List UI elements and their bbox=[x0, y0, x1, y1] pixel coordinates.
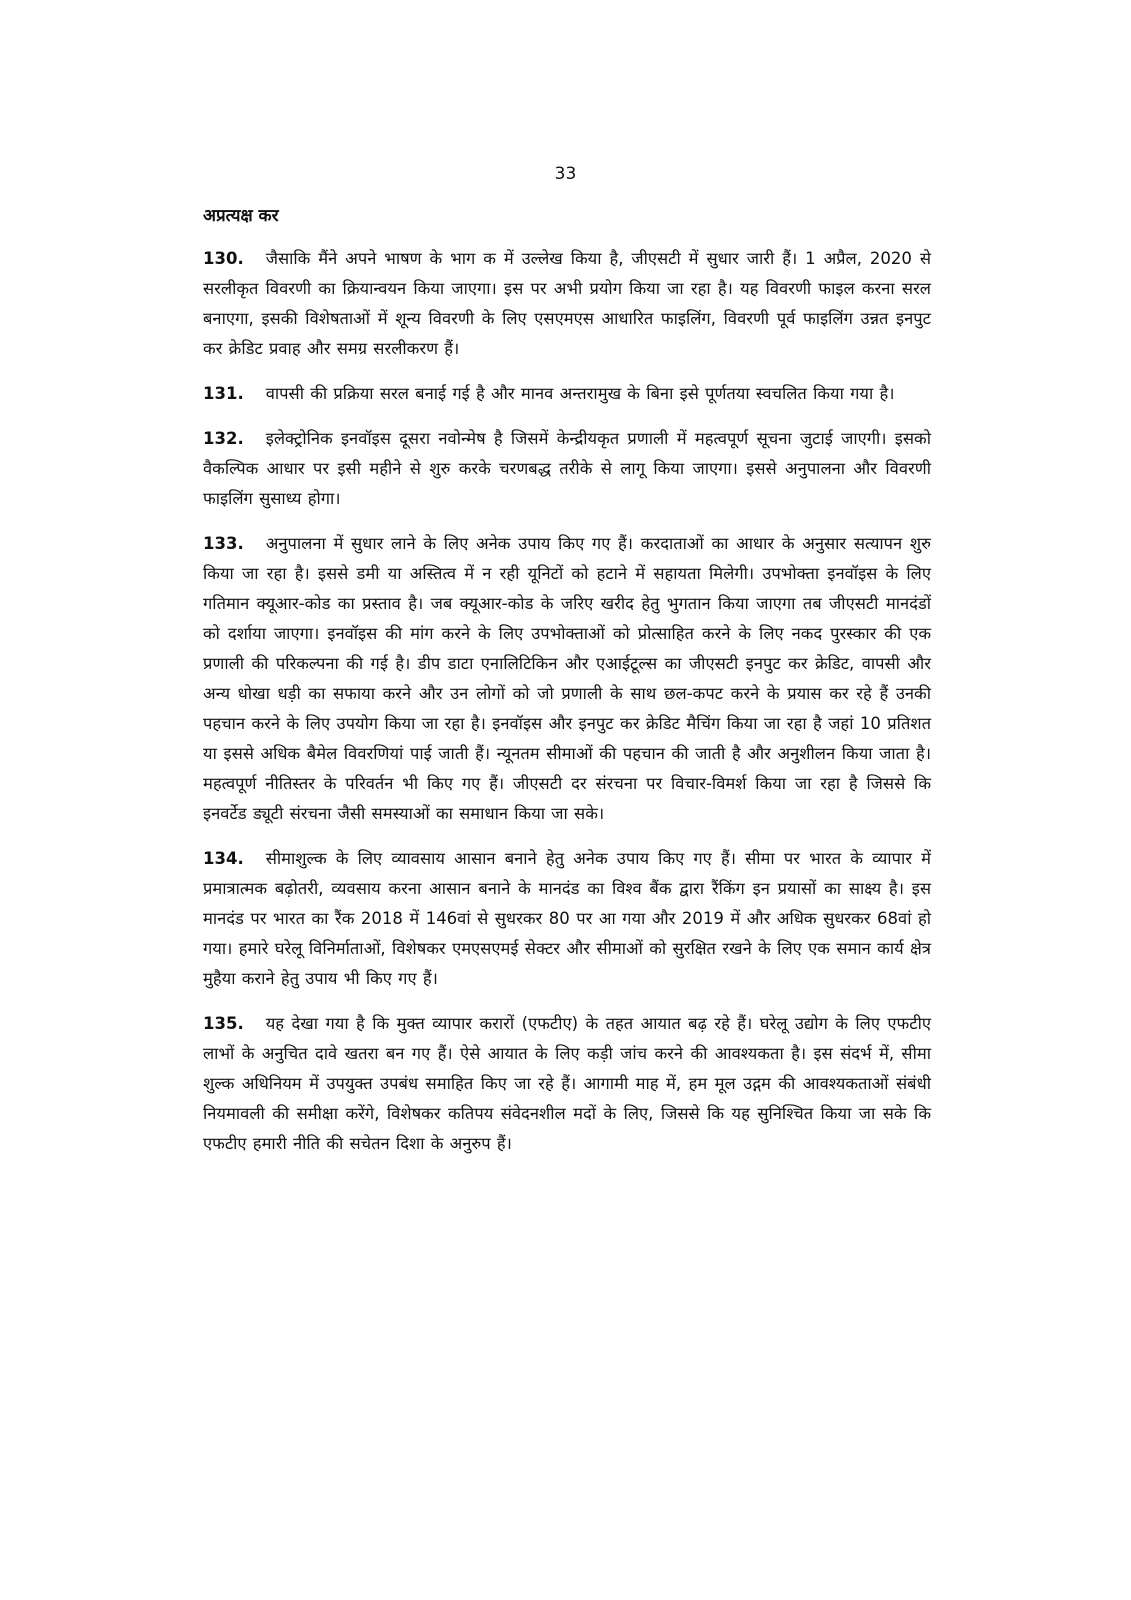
paragraph-130 bbox=[203, 244, 931, 364]
paragraph-number: 135. bbox=[203, 1014, 244, 1033]
page-number: 33 bbox=[554, 164, 577, 184]
paragraph-text: वापसी की प्रक्रिया सरल बनाई गई है और मानव अन्तरामुख के बिना इसे पूर्णतया स्वचलित किया गया है। bbox=[265, 384, 895, 403]
section-heading: अप्रत्यक्ष कर bbox=[203, 206, 279, 226]
paragraph-list bbox=[203, 244, 931, 1174]
paragraph-text: इलेक्ट्रोनिक इनवॉइस दूसरा नवोन्मेष है जिसमें केन्द्रीयकृत प्रणाली में महत्वपूर्ण सूचना जुटाई जाएगी। इसको वैकल्पिक आधार पर इसी महीने से शुरु करके चरणबद्ध तरीके से लागू किया जाएगा। इससे अनुपालना और विवरणी फाइलिंग सुसाध्य होगा। bbox=[203, 429, 931, 508]
paragraph-number: 133. bbox=[203, 534, 244, 553]
paragraph-number: 132. bbox=[203, 429, 244, 448]
paragraph-132 bbox=[203, 424, 931, 514]
paragraph-text: जैसाकि मैंने अपने भाषण के भाग क में उल्लेख किया है, जीएसटी में सुधार जारी हैं। 1 अप्रैल, 2020 से सरलीकृत विवरणी का क्रियान्वयन किया जाएगा। इस पर अभी प्रयोग किया जा रहा है। यह विवरणी फाइल करना सरल बनाएगा, इसकी विशेषताओं में शून्य विवरणी के लिए एसएमएस आधारित फाइलिंग, विवरणी पूर्व फाइलिंग उन्नत इनपुट कर क्रेडिट प्रवाह और समग्र सरलीकरण हैं। bbox=[203, 249, 931, 358]
paragraph-number: 131. bbox=[203, 384, 244, 403]
paragraph-number: 130. bbox=[203, 249, 244, 268]
paragraph-text: यह देखा गया है कि मुक्त व्यापार करारों (एफटीए) के तहत आयात बढ़ रहे हैं। घरेलू उद्योग के लिए एफटीए लाभों के अनुचित दावे खतरा बन गए हैं। ऐसे आयात के लिए कड़ी जांच करने की आवश्यकता है। इस संदर्भ में, सीमा शुल्क अधिनियम में उपयुक्त उपबंध समाहित किए जा रहे हैं। आगामी माह में, हम मूल उद्गम की आवश्यकताओं संबंधी नियमावली की समीक्षा करेंगे, विशेषकर कतिपय संवेदनशील मदों के लिए, जिससे कि यह सुनिश्चित किया जा सके कि एफटीए हमारी नीति की सचेतन दिशा के अनुरुप हैं। bbox=[203, 1014, 931, 1153]
paragraph-text: अनुपालना में सुधार लाने के लिए अनेक उपाय किए गए हैं। करदाताओं का आधार के अनुसार सत्यापन शुरु किया जा रहा है। इससे डमी या अस्तित्व में न रही यूनिटों को हटाने में सहायता मिलेगी। उपभोक्ता इनवॉइस के लिए गतिमान क्यूआर-कोड का प्रस्ताव है। जब क्यूआर-कोड के जरिए खरीद हेतु भुगतान किया जाएगा तब जीएसटी मानदंडों को दर्शाया जाएगा। इनवॉइस की मांग करने के लिए उपभोक्ताओं को प्रोत्साहित करने के लिए नकद पुरस्कार की एक प्रणाली की परिकल्पना की गई है। डीप डाटा एनालिटिकिन और एआईटूल्स का जीएसटी इनपुट कर क्रेडिट, वापसी और अन्य धोखा धड़ी का सफाया करने और उन लोगों को जो प्रणाली के साथ छल-कपट करने के प्रयास कर रहे हैं उनकी पहचान करने के लिए उपयोग किया जा रहा है। इनवॉइस और इनपुट कर क्रेडिट मैचिंग किया जा रहा है जहां 10 प्रतिशत या इससे अधिक बैमेल विवरणियां पाई जाती हैं। न्यूनतम सीमाओं की पहचान की जाती है और अनुशीलन किया जाता है। महत्वपूर्ण नीतिस्तर के परिवर्तन भी किए गए हैं। जीएसटी दर संरचना पर विचार-विमर्श किया जा रहा है जिससे कि इनवर्टेड ड्यूटी संरचना जैसी समस्याओं का समाधान किया जा सके। bbox=[203, 534, 931, 823]
paragraph-134 bbox=[203, 844, 931, 994]
paragraph-text: सीमाशुल्क के लिए व्यावसाय आसान बनाने हेतु अनेक उपाय किए गए हैं। सीमा पर भारत के व्यापार में प्रमात्रात्मक बढ़ोतरी, व्यवसाय करना आसान बनाने के मानदंड का विश्व बैंक द्वारा रैंकिंग इन प्रयासों का साक्ष्य है। इस मानदंड पर भारत का रैंक 2018 में 146वां से सुधरकर 80 पर आ गया और 2019 में और अधिक सुधरकर 68वां हो गया। हमारे घरेलू विनिर्माताओं, विशेषकर एमएसएमई सेक्टर और सीमाओं को सुरक्षित रखने के लिए एक समान कार्य क्षेत्र मुहैया कराने हेतु उपाय भी किए गए हैं। bbox=[203, 849, 931, 988]
paragraph-131 bbox=[203, 379, 931, 409]
paragraph-135 bbox=[203, 1009, 931, 1159]
paragraph-133 bbox=[203, 529, 931, 829]
paragraph-number: 134. bbox=[203, 849, 244, 868]
